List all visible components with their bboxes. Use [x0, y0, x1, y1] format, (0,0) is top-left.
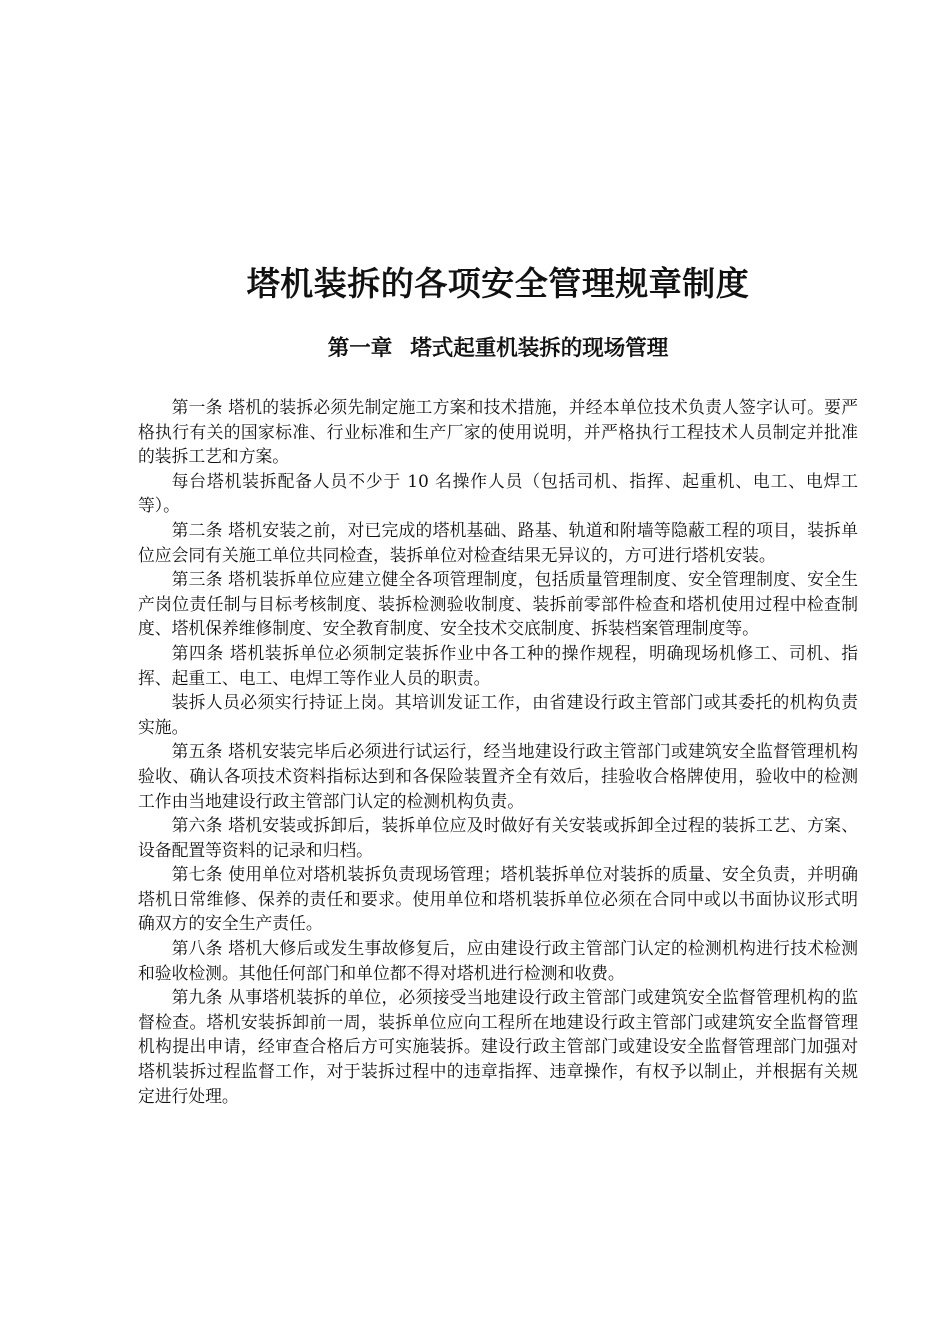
article-1-paragraph: 第一条 塔机的装拆必须先制定施工方案和技术措施，并经本单位技术负责人签字认可。要严格执行有关的国家标准、行业标准和生产厂家的使用说明，并严格执行工程技术人员制定并批准的装拆工艺和方案。: [138, 397, 858, 467]
article-4-paragraph: 第四条 塔机装拆单位必须制定装拆作业中各工种的操作规程，明确现场机修工、司机、指挥、起重工、电工、电焊工等作业人员的职责。: [138, 642, 858, 688]
article-7-paragraph: 第七条 使用单位对塔机装拆负责现场管理；塔机装拆单位对装拆的质量、安全负责，并明确塔机日常维修、保养的责任和要求。使用单位和塔机装拆单位必须在合同中或以书面协议形式明确双方的安全生产责任。: [138, 864, 858, 934]
article-6-paragraph: 第六条 塔机安装或拆卸后，装拆单位应及时做好有关安装或拆卸全过程的装拆工艺、方案、设备配置等资料的记录和归档。: [138, 815, 858, 860]
article-3-paragraph: 第三条 塔机装拆单位应建立健全各项管理制度，包括质量管理制度、安全管理制度、安全生产岗位责任制与目标考核制度、装拆检测验收制度、装拆前零部件检查和塔机使用过程中检查制度、塔机保养维修制度、安全教育制度、安全技术交底制度、拆装档案管理制度等。: [138, 569, 858, 639]
document-body: [138, 395, 858, 1108]
chapter-name: 塔式起重机装拆的现场管理: [410, 336, 669, 361]
article-5-paragraph: 第五条 塔机安装完毕后必须进行试运行，经当地建设行政主管部门或建筑安全监督管理机构验收、确认各项技术资料指标达到和各保险装置齐全有效后，挂验收合格牌使用，验收中的检测工作由当地建设行政主管部门认定的检测机构负责。: [138, 741, 858, 811]
document-page: [138, 262, 858, 1108]
staffing-paragraph: 每台塔机装拆配备人员不少于 10 名操作人员（包括司机、指挥、起重机、电工、电焊工等）。: [138, 470, 858, 516]
chapter-title: [138, 334, 858, 364]
article-2-paragraph: 第二条 塔机安装之前，对已完成的塔机基础、路基、轨道和附墙等隐蔽工程的项目，装拆单位应会同有关施工单位共同检查，装拆单位对检查结果无异议的，方可进行塔机安装。: [138, 519, 858, 565]
article-9-paragraph: 第九条 从事塔机装拆的单位，必须接受当地建设行政主管部门或建筑安全监督管理机构的监督检查。塔机安装拆卸前一周，装拆单位应向工程所在地建设行政主管部门或建筑安全监督管理机构提出申请，经审查合格后方可实施装拆。建设行政主管部门或建设安全监督管理部门加强对塔机装拆过程监督工作，对于装拆过程中的违章指挥、违章操作，有权予以制止，并根据有关规定进行处理。: [138, 987, 858, 1106]
article-8-paragraph: 第八条 塔机大修后或发生事故修复后，应由建设行政主管部门认定的检测机构进行技术检测和验收检测。其他任何部门和单位都不得对塔机进行检测和收费。: [138, 938, 858, 983]
certification-paragraph: 装拆人员必须实行持证上岗。其培训发证工作，由省建设行政主管部门或其委托的机构负责实施。: [138, 692, 858, 737]
document-title: 塔机装拆的各项安全管理规章制度: [246, 264, 750, 303]
chapter-number: 第一章: [327, 336, 393, 361]
